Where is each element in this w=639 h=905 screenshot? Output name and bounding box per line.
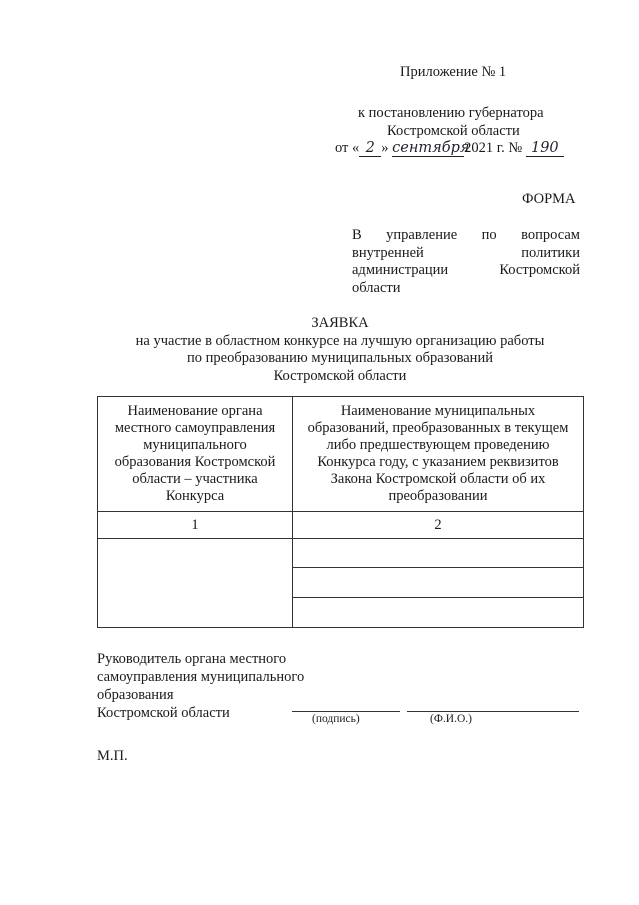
table-number-row [98,512,584,539]
form-label: ФОРМА [522,191,576,207]
signature-field-line [292,711,400,712]
signature-line-3: образования [97,687,174,703]
table-row [98,539,584,568]
signature-block [97,650,304,722]
date-prefix: от « [335,140,360,156]
heading-block [97,315,583,385]
application-table [97,396,584,628]
date-number: 190 [526,140,564,157]
date-year: 2021 г. № [464,140,523,156]
date-month: сентября [392,140,470,156]
col1-header: Наименование органа местного самоуправления муниципального образования Костромской области – участника Конкурса [98,397,293,512]
appendix-date-line [335,140,564,157]
signature-line-4: Костромской области [97,705,230,721]
recipient-line-4: области [352,279,401,296]
appendix-line-2: Костромской области [387,123,520,139]
date-day: 2 [359,140,381,157]
appendix-title: Приложение № 1 [400,64,507,80]
signature-line-1: Руководитель органа местного [97,651,287,667]
heading-title: ЗАЯВКА [311,315,369,331]
recipient-line-3: администрации Костромской [352,262,580,278]
recipient-block [352,227,580,297]
heading-line-3: Костромской области [273,367,407,384]
signature-caption: (подпись) [312,713,360,725]
name-caption: (Ф.И.О.) [430,713,472,725]
recipient-line-2: внутренней политики [352,244,580,261]
table-cell-empty [98,539,293,628]
table-cell-empty [293,568,584,598]
heading-line-1: на участие в областном конкурсе на лучшую организацию работы [135,332,545,349]
col2-header: Наименование муниципальных образований, преобразованных в текущем либо предшествующем проведению Конкурса году, с указанием реквизитов Закона Костромской области об их преобразовании [293,397,584,512]
name-field-line [407,711,579,712]
table-cell-empty [293,539,584,568]
col2-number: 2 [293,512,584,539]
table-cell-empty [293,598,584,628]
recipient-line-1: В управление по вопросам [352,227,580,243]
signature-line-2: самоуправления муниципального [97,669,305,685]
col1-number: 1 [98,512,293,539]
stamp-label: М.П. [97,748,128,764]
table-header-row [98,397,584,512]
appendix-line-1: к постановлению губернатора [358,105,544,121]
heading-line-2: по преобразованию муниципальных образований [187,350,493,366]
date-mid: » [381,140,389,156]
